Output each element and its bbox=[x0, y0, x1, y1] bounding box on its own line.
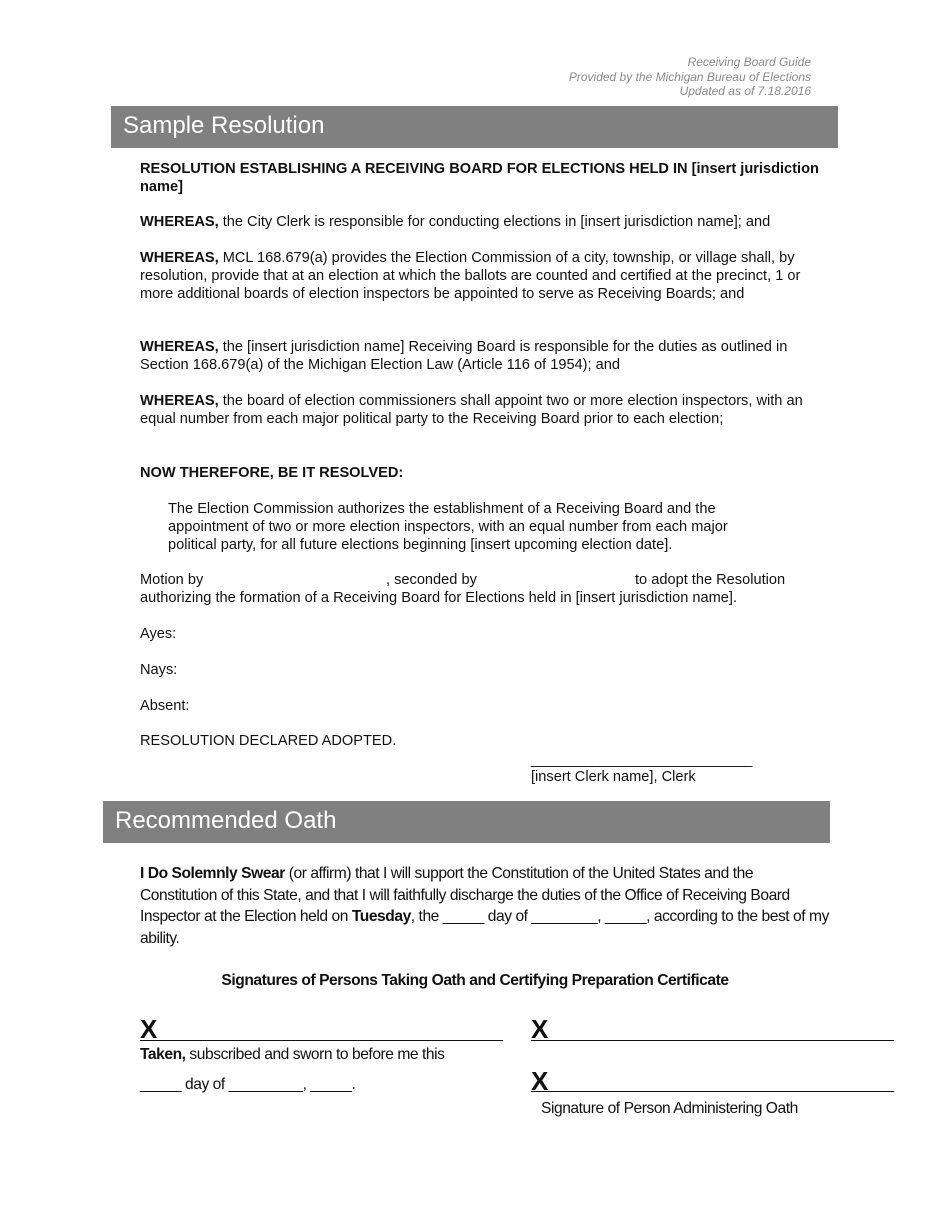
whereas-paragraph-2 bbox=[140, 249, 820, 303]
oath-lead: I Do Solemnly Swear bbox=[140, 865, 285, 882]
clerk-name: [insert Clerk name], Clerk bbox=[531, 769, 696, 785]
taken-lead: Taken, bbox=[140, 1046, 186, 1063]
taken-body: subscribed and sworn to before me this bbox=[185, 1046, 445, 1063]
oath-signature-line-1[interactable] bbox=[140, 1040, 503, 1041]
motion-by-label: Motion by bbox=[140, 572, 204, 588]
day-of-line: _____ day of _________, _____. bbox=[140, 1076, 356, 1093]
whereas-lead: WHEREAS, bbox=[140, 339, 219, 355]
oath-text bbox=[140, 863, 830, 949]
absent-label: Absent: bbox=[140, 698, 190, 714]
section-title-recommended-oath: Recommended Oath bbox=[103, 801, 830, 843]
administering-label: Signature of Person Administering Oath bbox=[541, 1100, 798, 1117]
signatures-heading: Signatures of Persons Taking Oath and Certifying Preparation Certificate bbox=[221, 972, 729, 989]
whereas-lead: WHEREAS, bbox=[140, 393, 219, 409]
whereas-text: the board of election commissioners shall appoint two or more election inspectors, with an equal number from each major political party to the Receiving Board prior to each election; bbox=[140, 393, 803, 427]
whereas-text: the [insert jurisdiction name] Receiving Board is responsible for the duties as outlined in Section 168.679(a) of the Michigan Election Law (Article 116 of 1954); and bbox=[140, 339, 788, 373]
taken-text bbox=[140, 1044, 500, 1066]
resolved-heading: NOW THEREFORE, BE IT RESOLVED: bbox=[140, 465, 404, 481]
document-header bbox=[569, 55, 811, 99]
whereas-text: the City Clerk is responsible for conducting elections in [insert jurisdiction name]; and bbox=[218, 214, 771, 230]
motion-continuation: authorizing the formation of a Receiving Board for Elections held in [insert jurisdiction name]. bbox=[140, 590, 738, 606]
resolved-text: The Election Commission authorizes the establishment of a Receiving Board and the appointment of two or more election inspectors, with an equal number from each major political party, for all future elections beginning [insert upcoming election date]. bbox=[168, 501, 728, 553]
clerk-signature-line: _____________________________ bbox=[531, 752, 752, 768]
whereas-paragraph-3 bbox=[140, 338, 820, 374]
header-provider: Provided by the Michigan Bureau of Elections bbox=[568, 69, 811, 84]
seconded-by-label: , seconded by bbox=[386, 572, 477, 588]
signature-mark: X bbox=[531, 1066, 549, 1096]
resolution-declared: RESOLUTION DECLARED ADOPTED. bbox=[140, 733, 397, 749]
signature-mark: X bbox=[140, 1014, 158, 1044]
header-guide-title: Receiving Board Guide bbox=[687, 55, 811, 69]
oath-tuesday: Tuesday bbox=[351, 908, 411, 925]
whereas-paragraph-4 bbox=[140, 392, 820, 428]
administrator-signature-line[interactable] bbox=[531, 1091, 894, 1092]
whereas-text: MCL 168.679(a) provides the Election Commission of a city, township, or village shall, by resolution, provide that at an election at which the ballots are counted and certified at the precinct, 1 or more additional boards of election inspectors be appointed to serve as Receiving Boards; and bbox=[140, 250, 801, 302]
whereas-paragraph-1 bbox=[140, 213, 820, 231]
header-updated-date: Updated as of 7.18.2016 bbox=[679, 84, 811, 98]
whereas-lead: WHEREAS, bbox=[140, 214, 219, 230]
oath-body-end: , the _____ day of ________, _____, according to the best of my ability. bbox=[140, 908, 829, 947]
ayes-label: Ayes: bbox=[140, 626, 177, 642]
whereas-lead: WHEREAS, bbox=[140, 250, 219, 266]
signature-mark: X bbox=[531, 1014, 549, 1044]
section-title-sample-resolution: Sample Resolution bbox=[111, 106, 838, 148]
oath-body: (or affirm) that I will support the Constitution of the United States and the Constitution of this State, and that I will faithfully discharge the duties of the Office of Receiving Board Inspector at the Election held on bbox=[140, 865, 790, 925]
nays-label: Nays: bbox=[140, 662, 178, 678]
adopt-resolution-label: to adopt the Resolution bbox=[635, 572, 786, 588]
oath-signature-line-2[interactable] bbox=[531, 1040, 894, 1041]
resolution-heading: RESOLUTION ESTABLISHING A RECEIVING BOARD FOR ELECTIONS HELD IN [insert jurisdiction name] bbox=[140, 161, 819, 195]
